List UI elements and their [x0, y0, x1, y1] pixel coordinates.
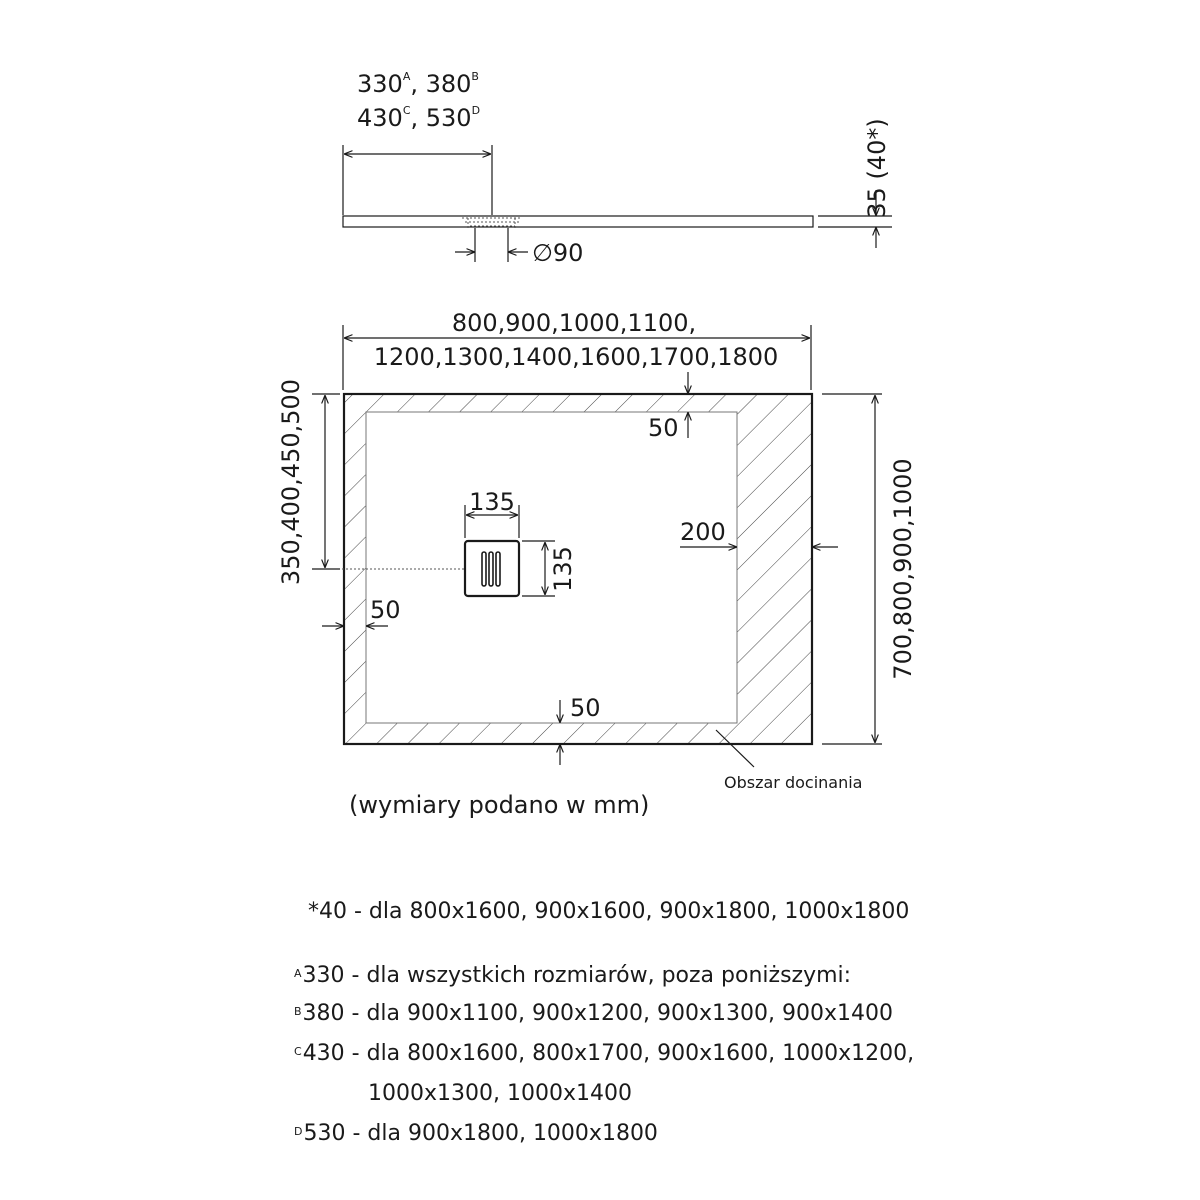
drain-offset-label: 350,400,450,500	[277, 378, 305, 586]
note-c: $^C$430 - dla 800x1600, 800x1700, 900x1600, 1000x1200,	[294, 1041, 915, 1066]
right-margin-label: 200	[680, 518, 726, 546]
width-label-line2: 1200,1300,1400,1600,1700,1800	[373, 343, 779, 371]
drain-width-label: 135	[469, 488, 515, 516]
cut-area-label: Obszar docinania	[724, 773, 863, 792]
outlet-dim-line2: $430^C$, $530^D$	[357, 104, 481, 132]
bottom-margin-label: 50	[570, 694, 601, 722]
depth-label: 700,800,900,1000	[889, 458, 917, 680]
tray-profile	[343, 216, 813, 227]
drain-height-label: 135	[549, 546, 577, 592]
note-c-continued: 1000x1300, 1000x1400	[368, 1081, 632, 1106]
units-note: (wymiary podano w mm)	[349, 791, 650, 819]
outlet-dim-line1: $330^A$, $380^B$	[357, 70, 479, 98]
height-label: 35 (40*)	[863, 118, 891, 218]
left-margin-label: 50	[370, 596, 401, 624]
note-star: *40 - dla 800x1600, 900x1600, 900x1800, 1000x1800	[308, 899, 910, 924]
width-label-line1: 800,900,1000,1100,	[451, 309, 697, 337]
note-b: $^B$380 - dla 900x1100, 900x1200, 900x1300, 900x1400	[294, 1001, 893, 1026]
plan-view	[277, 309, 917, 819]
note-a: $^A$330 - dla wszystkich rozmiarów, poza poniższymi:	[294, 963, 852, 988]
note-d: $^D$530 - dla 900x1800, 1000x1800	[294, 1121, 658, 1146]
drain-diameter-label: ∅90	[532, 239, 584, 267]
top-margin-label: 50	[648, 414, 679, 442]
profile-view	[343, 70, 892, 267]
